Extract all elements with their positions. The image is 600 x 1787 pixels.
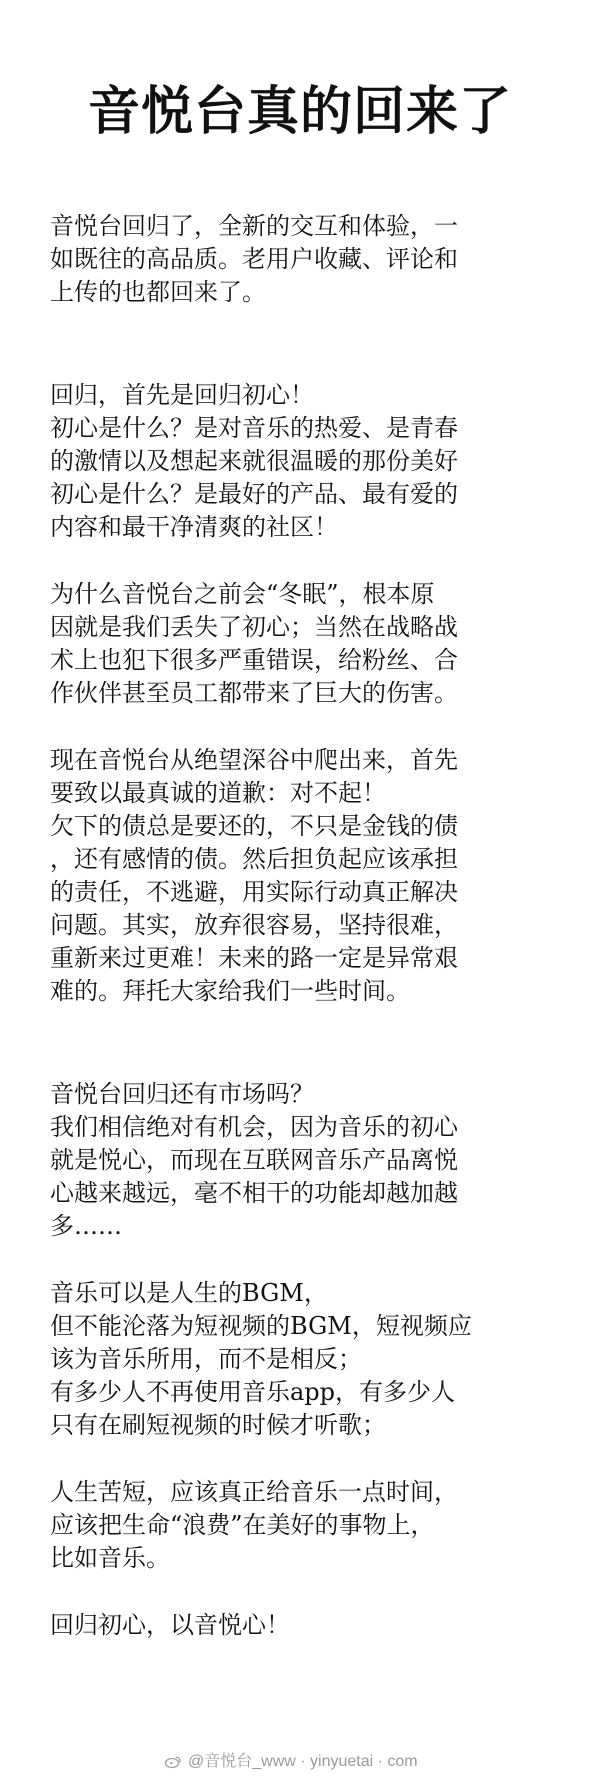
- text-line: 如既往的高品质。老用户收藏、评论和: [50, 245, 458, 273]
- paragraph-gap: [50, 1008, 555, 1078]
- paragraph-4: [50, 744, 555, 1008]
- text-line: 回归，首先是回归初心！: [50, 381, 314, 409]
- paragraph-gap: [50, 544, 555, 578]
- text-line: 难的。拜托大家给我们一些时间。: [50, 977, 410, 1005]
- page-title: 音悦台真的回来了: [87, 81, 512, 142]
- text-line: 内容和最干净清爽的社区！: [50, 513, 338, 541]
- paragraph-2: [50, 379, 555, 544]
- text-line: 我们相信绝对有机会，因为音乐的初心: [50, 1113, 458, 1141]
- paragraph-3: [50, 578, 555, 710]
- paragraph-7: [50, 1476, 555, 1575]
- text-line: 音乐可以是人生的BGM，: [50, 1279, 328, 1307]
- text-line: 为什么音悦台之前会“冬眠”，根本原: [50, 580, 435, 608]
- paragraph-gap: [50, 1575, 555, 1609]
- text-line: 初心是什么？是最好的产品、最有爱的: [50, 480, 458, 508]
- paragraph-gap: [50, 1243, 555, 1277]
- text-line: 应该把生命“浪费”在美好的事物上，: [50, 1511, 435, 1539]
- article-body: [50, 210, 555, 1642]
- text-line: 只有在刷短视频的时候才听歌；: [50, 1411, 386, 1439]
- text-line: 就是悦心，而现在互联网音乐产品离悦: [50, 1146, 458, 1174]
- text-line: 问题。其实，放弃很容易，坚持很难，: [50, 911, 458, 939]
- paragraph-5: [50, 1078, 555, 1243]
- text-line: 术上也犯下很多严重错误，给粉丝、合: [50, 646, 458, 674]
- text-line: 因就是我们丢失了初心；当然在战略战: [50, 613, 458, 641]
- text-line: 该为音乐所用，而不是相反；: [50, 1345, 362, 1373]
- text-line: 初心是什么？是对音乐的热爱、是青春: [50, 414, 458, 442]
- text-line: 多……: [50, 1212, 122, 1240]
- text-line: 的责任，不逃避，用实际行动真正解决: [50, 878, 458, 906]
- text-line: 要致以最真诚的道歉：对不起！: [50, 779, 386, 807]
- text-line: 重新来过更难！未来的路一定是异常艰: [50, 944, 458, 972]
- text-line: 有多少人不再使用音乐app，有多少人: [50, 1378, 456, 1406]
- text-line: 欠下的债总是要还的，不只是金钱的债: [50, 812, 458, 840]
- paragraph-8: [50, 1609, 555, 1642]
- weibo-watermark: [164, 1753, 418, 1771]
- text-line: 回归初心，以音悦心！: [50, 1611, 290, 1639]
- text-line: 现在音悦台从绝望深谷中爬出来，首先: [50, 746, 458, 774]
- text-line: 音悦台回归还有市场吗？: [50, 1080, 314, 1108]
- text-line: 作伙伴甚至员工都带来了巨大的伤害。: [50, 679, 458, 707]
- text-line: 比如音乐。: [50, 1544, 170, 1572]
- text-line: 但不能沦落为短视频的BGM，短视频应: [50, 1312, 472, 1340]
- paragraph-1: [50, 210, 555, 309]
- text-line: 音悦台回归了，全新的交互和体验，一: [50, 212, 458, 240]
- paragraph-gap: [50, 309, 555, 379]
- text-line: 心越来越远，毫不相干的功能却越加越: [50, 1179, 458, 1207]
- text-line: 人生苦短，应该真正给音乐一点时间，: [50, 1478, 458, 1506]
- paragraph-6: [50, 1277, 555, 1442]
- watermark-text: @音悦台_www · yinyuetai · com: [188, 1753, 418, 1770]
- text-line: ，还有感情的债。然后担负起应该承担: [50, 845, 458, 873]
- text-line: 上传的也都回来了。: [50, 278, 266, 306]
- paragraph-gap: [50, 1442, 555, 1476]
- paragraph-gap: [50, 710, 555, 744]
- text-line: 的激情以及想起来就很温暖的那份美好: [50, 447, 458, 475]
- weibo-icon: [164, 1754, 182, 1770]
